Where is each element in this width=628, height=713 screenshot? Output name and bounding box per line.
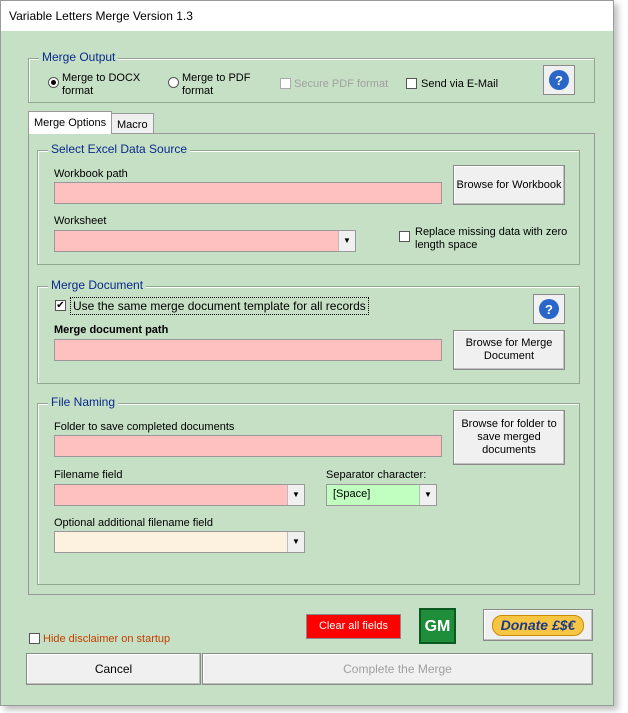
separator-select[interactable] xyxy=(326,484,437,506)
clear-all-button[interactable]: Clear all fields xyxy=(306,614,401,639)
complete-merge-button[interactable]: Complete the Merge xyxy=(202,653,593,685)
email-checkbox[interactable] xyxy=(406,78,417,89)
replace-missing-checkbox[interactable] xyxy=(399,231,410,242)
email-label: Send via E-Mail xyxy=(421,78,499,90)
filename-label: Filename field xyxy=(54,469,123,481)
help-icon: ? xyxy=(539,299,559,319)
secure-pdf-label: Secure PDF format xyxy=(294,78,389,90)
chevron-down-icon[interactable]: ▼ xyxy=(287,532,304,552)
tab-macro[interactable]: Macro xyxy=(111,113,154,133)
worksheet-select[interactable] xyxy=(54,230,356,252)
window-title: Variable Letters Merge Version 1.3 xyxy=(1,1,613,31)
browse-workbook-button[interactable]: Browse for Workbook xyxy=(453,165,565,205)
merge-help-button[interactable] xyxy=(533,294,565,324)
folder-label: Folder to save completed documents xyxy=(54,421,235,433)
donate-label: Donate £$€ xyxy=(492,615,585,636)
output-help-button[interactable] xyxy=(543,65,575,95)
optional-label: Optional additional filename field xyxy=(54,517,213,529)
merge-path-input[interactable] xyxy=(54,339,442,361)
docx-radio[interactable] xyxy=(48,77,59,88)
browse-folder-button[interactable]: Browse for folder to save merged documents xyxy=(453,410,565,465)
separator-value: [Space] xyxy=(333,488,371,500)
same-template-label: Use the same merge document template for all records xyxy=(70,297,369,315)
folder-input[interactable] xyxy=(54,435,442,457)
merge-path-label: Merge document path xyxy=(54,324,169,336)
merge-output-title: Merge Output xyxy=(39,50,118,64)
secure-pdf-checkbox[interactable] xyxy=(280,78,291,89)
worksheet-label: Worksheet xyxy=(54,215,107,227)
separator-label: Separator character: xyxy=(326,469,427,481)
pdf-label: Merge to PDF format xyxy=(182,72,251,97)
chevron-down-icon[interactable]: ▼ xyxy=(338,231,355,251)
optional-filename-select[interactable] xyxy=(54,531,305,553)
same-template-checkbox[interactable]: ✔ xyxy=(56,300,65,311)
gm-button[interactable]: GM xyxy=(419,608,456,644)
tab-merge-options[interactable]: Merge Options xyxy=(28,111,112,134)
filename-select[interactable] xyxy=(54,484,305,506)
hide-disclaimer-label: Hide disclaimer on startup xyxy=(43,633,171,645)
workbook-label: Workbook path xyxy=(54,168,128,180)
replace-missing-label: Replace missing data with zero length space xyxy=(415,226,568,251)
donate-button[interactable] xyxy=(483,609,593,641)
file-naming-title: File Naming xyxy=(48,395,118,409)
chevron-down-icon[interactable]: ▼ xyxy=(287,485,304,505)
cancel-button[interactable]: Cancel xyxy=(26,653,201,685)
chevron-down-icon[interactable]: ▼ xyxy=(419,485,436,505)
workbook-path-input[interactable] xyxy=(54,182,442,204)
merge-document-title: Merge Document xyxy=(48,278,146,292)
help-icon: ? xyxy=(549,70,569,90)
browse-merge-button[interactable]: Browse for Merge Document xyxy=(453,330,565,370)
docx-label: Merge to DOCX format xyxy=(62,72,141,97)
hide-disclaimer-checkbox[interactable] xyxy=(29,633,40,644)
pdf-radio[interactable] xyxy=(168,77,179,88)
data-source-title: Select Excel Data Source xyxy=(48,142,190,156)
